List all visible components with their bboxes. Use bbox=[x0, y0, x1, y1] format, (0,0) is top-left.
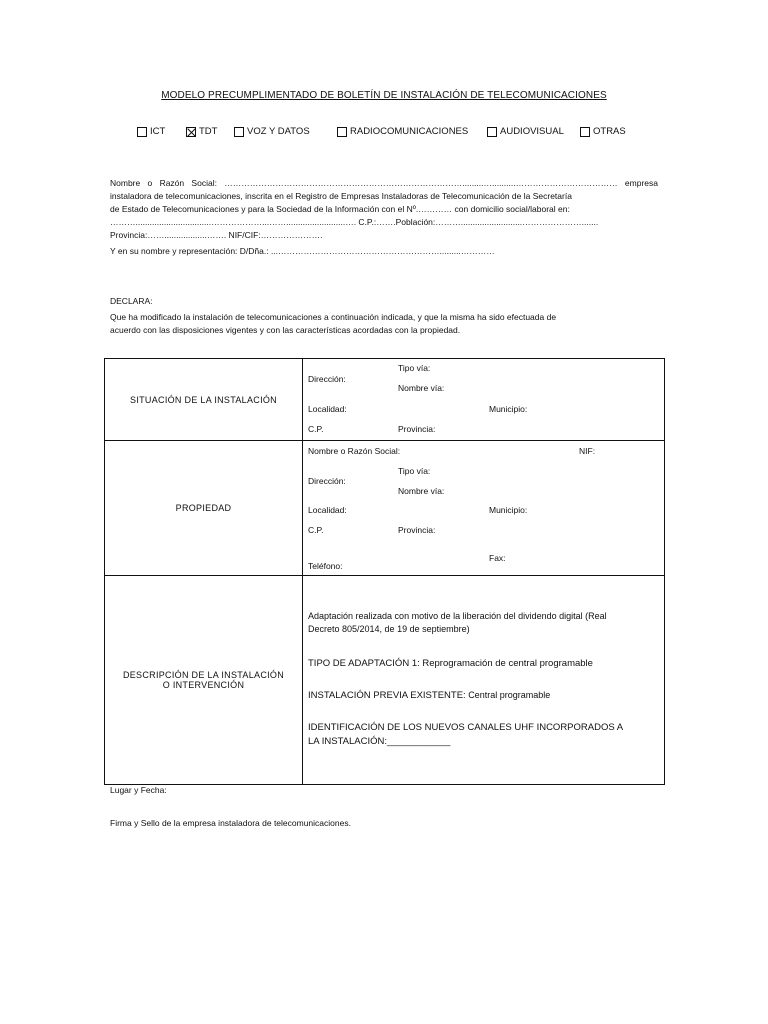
row-propiedad bbox=[105, 441, 665, 576]
identificacion-blank[interactable]: ____________ bbox=[387, 736, 451, 747]
intro-line-4: ………................................………………...…….........................…. C.P.:…….Población:………..........................…………………....... bbox=[110, 217, 599, 227]
localidad-label: Localidad: bbox=[308, 404, 347, 414]
nombre-razon-label: Nombre o Razón Social: bbox=[308, 446, 401, 456]
nombre-via-label: Nombre vía: bbox=[398, 486, 445, 496]
situacion-fields bbox=[303, 359, 665, 441]
nombre-via-label: Nombre vía: bbox=[398, 383, 445, 393]
checkbox-voz-datos[interactable] bbox=[234, 126, 310, 137]
descripcion-label-line-2: O INTERVENCIÓN bbox=[162, 680, 245, 690]
nif-label: NIF: bbox=[579, 446, 596, 456]
identificacion-label: LA INSTALACIÓN: bbox=[308, 736, 388, 747]
intro-line-3: de Estado de Telecomunicaciones y para la Sociedad de la Información con el Nº.………… con domicilio social/laboral en: bbox=[110, 204, 570, 214]
checkbox-box[interactable] bbox=[337, 127, 347, 137]
descripcion-label bbox=[105, 576, 303, 785]
provincia-label: Provincia: bbox=[398, 525, 436, 535]
checkbox-box[interactable] bbox=[234, 127, 244, 137]
row-descripcion bbox=[105, 576, 665, 785]
declara-heading: DECLARA: bbox=[110, 296, 153, 306]
row-situacion bbox=[105, 359, 665, 441]
intro-line-5: Provincia:……..................……. NIF/CIF:…………………. bbox=[110, 230, 323, 240]
identificacion-line-2 bbox=[308, 736, 450, 747]
document-title: MODELO PRECUMPLIMENTADO DE BOLETÍN DE INSTALACIÓN DE TELECOMUNICACIONES bbox=[161, 90, 607, 101]
checkbox-otras[interactable] bbox=[580, 126, 626, 137]
descripcion-label-line-1: DESCRIPCIÓN DE LA INSTALACIÓN bbox=[122, 670, 285, 680]
checkbox-label: TDT bbox=[199, 126, 218, 137]
localidad-label: Localidad: bbox=[308, 505, 347, 515]
checkbox-radiocomunicaciones[interactable] bbox=[337, 126, 468, 137]
cp-label: C.P. bbox=[308, 525, 324, 535]
declara-line-1: Que ha modificado la instalación de telecomunicaciones a continuación indicada, y que la misma ha sido efectuada de bbox=[110, 312, 557, 322]
checkbox-label: OTRAS bbox=[593, 126, 626, 137]
descripcion-fields bbox=[303, 576, 665, 785]
identificacion-line-1: IDENTIFICACIÓN DE LOS NUEVOS CANALES UHF INCORPORADOS A bbox=[308, 722, 624, 733]
direccion-label: Dirección: bbox=[308, 476, 346, 486]
fax-label: Fax: bbox=[489, 553, 506, 563]
telefono-label: Teléfono: bbox=[308, 561, 343, 571]
firma-sello: Firma y Sello de la empresa instaladora de telecomunicaciones. bbox=[110, 818, 351, 828]
instalacion-previa-value: Central programable bbox=[468, 690, 551, 700]
tipo-via-label: Tipo vía: bbox=[398, 363, 431, 373]
checkbox-label: ICT bbox=[150, 126, 166, 137]
checkbox-tdt[interactable] bbox=[186, 126, 217, 137]
checkbox-label: AUDIOVISUAL bbox=[500, 126, 564, 137]
cp-label: C.P. bbox=[308, 424, 324, 434]
situacion-label: SITUACIÓN DE LA INSTALACIÓN bbox=[105, 359, 303, 441]
propiedad-label: PROPIEDAD bbox=[105, 441, 303, 576]
checkbox-ict[interactable] bbox=[137, 126, 165, 137]
intro-line-2: instaladora de telecomunicaciones, inscrita en el Registro de Empresas Instaladoras de Telecomunicación de la Secretaría bbox=[110, 191, 572, 201]
provincia-label: Provincia: bbox=[398, 424, 436, 434]
lugar-fecha: Lugar y Fecha: bbox=[110, 785, 167, 795]
instalacion-previa-label: INSTALACIÓN PREVIA EXISTENTE: bbox=[308, 690, 466, 701]
municipio-label: Municipio: bbox=[489, 505, 528, 515]
checkbox-box[interactable] bbox=[137, 127, 147, 137]
tipo-via-label: Tipo vía: bbox=[398, 466, 431, 476]
checkbox-audiovisual[interactable] bbox=[487, 126, 564, 137]
instalacion-previa bbox=[308, 690, 550, 701]
adaptacion-line-2: Decreto 805/2014, de 19 de septiembre) bbox=[308, 624, 470, 634]
installation-table bbox=[104, 358, 665, 785]
intro-line-1: Nombre o Razón Social: ………………………………………………………………………….........…..........……………………………… empresa bbox=[110, 178, 658, 188]
checkbox-label: RADIOCOMUNICACIONES bbox=[350, 126, 469, 137]
propiedad-fields bbox=[303, 441, 665, 576]
checkbox-box-checked[interactable] bbox=[186, 127, 196, 137]
checkbox-label: VOZ Y DATOS bbox=[247, 126, 310, 137]
checkbox-box[interactable] bbox=[487, 127, 497, 137]
adaptacion-line-1: Adaptación realizada con motivo de la liberación del dividendo digital (Real bbox=[308, 611, 607, 621]
declara-line-2: acuerdo con las disposiciones vigentes y con las características acordadas con la propiedad. bbox=[110, 325, 461, 335]
intro-line-6: Y en su nombre y representación: D/Dña.: ...………………………………………………….........………… bbox=[110, 246, 495, 256]
checkbox-box[interactable] bbox=[580, 127, 590, 137]
direccion-label: Dirección: bbox=[308, 374, 346, 384]
tipo-adaptacion: TIPO DE ADAPTACIÓN 1: Reprogramación de central programable bbox=[308, 658, 593, 669]
municipio-label: Municipio: bbox=[489, 404, 528, 414]
